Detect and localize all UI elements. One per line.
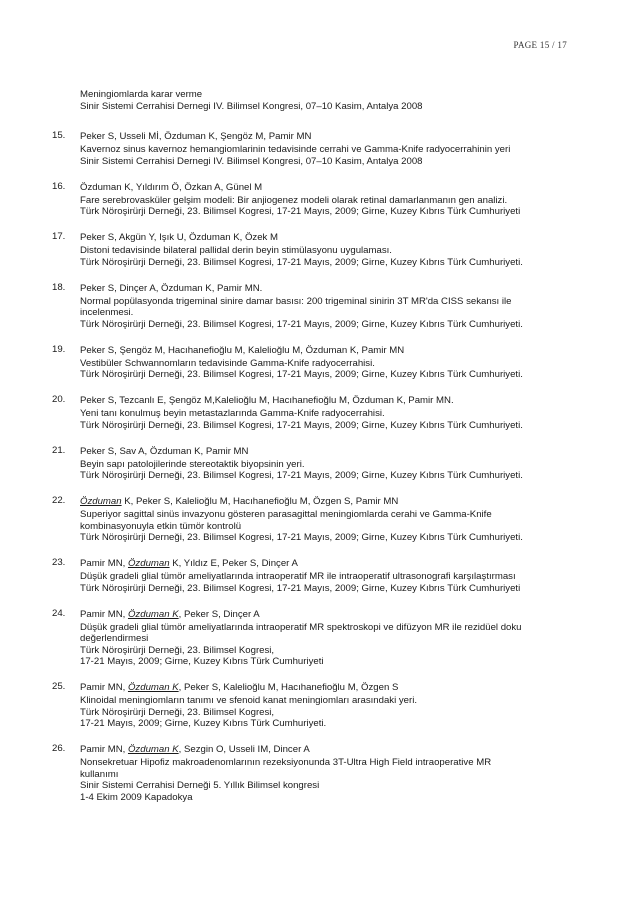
- entry-line: Türk Nöroşirürji Derneği, 23. Bilimsel Kogresi, 17-21 Mayıs, 2009; Girne, Kuzey Kıbrıs Türk Cumhuriyeti.: [80, 369, 523, 380]
- entry-line: Türk Nöroşirürji Derneği, 23. Bilimsel Kogresi, 17-21 Mayıs, 2009; Girne, Kuzey Kıbrıs Türk Cumhuriyeti.: [80, 470, 523, 481]
- entry-line: Kavernoz sinus kavernoz hemangiomlarinin tedavisinde cerrahi ve Gamma-Knife radyocerrahinin yeri: [80, 144, 511, 155]
- entry-line: Superiyor sagittal sinüs invazyonu gösteren parasagittal meningiomlarda cerahi ve Gamma-Knife: [80, 509, 492, 520]
- entry-line: Fare serebrovasküler gelşim modeli: Bir anjiogenez modeli olarak retinal damarlanmanın gen analizi.: [80, 194, 508, 206]
- reference-entry: [52, 681, 582, 730]
- entry-line: incelenmesi.: [80, 307, 134, 318]
- entry-line: 1-4 Ekim 2009 Kapadokya: [80, 791, 193, 803]
- entry-number: 26.: [52, 743, 66, 754]
- continued-entry: [80, 89, 580, 112]
- entry-authors: [80, 608, 582, 622]
- entry-body: [80, 681, 582, 730]
- highlighted-author: Özduman K: [127, 608, 179, 620]
- entry-authors: [80, 495, 582, 509]
- entry-line: 17-21 Mayıs, 2009; Girne, Kuzey Kıbrıs Türk Cumhuriyeti.: [80, 718, 327, 729]
- entry-number: 18.: [52, 281, 66, 293]
- entry-line: Türk Nöroşirürji Derneği, 23. Bilimsel Kogresi, 17-21 Mayıs, 2009; Girne, Kuzey Kıbrıs Türk Cumhuriyeti: [80, 582, 521, 594]
- entry-line: Düşük gradeli glial tümör ameliyatlarında intraoperatif MR spektroskopi ve difüzyon MR ile rezidüel doku: [80, 621, 522, 633]
- reference-entry: [52, 394, 582, 431]
- entry-line: Distoni tedavisinde bilateral pallidal derin beyin stimülasyonu uygulaması.: [80, 245, 392, 256]
- highlighted-author: Özduman: [80, 496, 122, 507]
- entry-line: Türk Nöroşirürji Derneği, 23. Bilimsel Kogresi, 17-21 Mayıs, 2009; Girne, Kuzey Kıbrıs Türk Cumhuriyeti: [80, 206, 521, 217]
- entry-number: 16.: [52, 180, 66, 192]
- reference-entry: [52, 130, 582, 167]
- page-number: PAGE 15 / 17: [513, 40, 567, 50]
- entry-line: Sinir Sistemi Cerrahisi Dernegi IV. Bilimsel Kongresi, 07–10 Kasim, Antalya 2008: [80, 155, 423, 167]
- entry-authors: Peker S, Şengöz M, Hacıhanefioğlu M, Kalelioğlu M, Özduman K, Pamir MN: [80, 344, 405, 356]
- reference-entry: [52, 231, 582, 268]
- entry-authors: [80, 557, 582, 571]
- entry-line: Sinir Sistemi Cerrahisi Derneği 5. Yıllık Bilimsel kongresi: [80, 780, 320, 791]
- entry-line: değerlendirmesi: [80, 633, 149, 644]
- reference-entry: [52, 282, 582, 331]
- entry-body: [80, 495, 582, 544]
- entry-line: Türk Nöroşirürji Derneği, 23. Bilimsel Kogresi,: [80, 706, 275, 718]
- entry-body: [80, 181, 582, 218]
- entry-body: [80, 608, 582, 668]
- entry-line: Yeni tanı konulmuş beyin metastazlarında Gamma-Knife radyocerrahisi.: [80, 408, 385, 419]
- entry-authors: [80, 681, 582, 695]
- entry-line: Türk Nöroşirürji Derneği, 23. Bilimsel Kogresi, 17-21 Mayıs, 2009; Girne, Kuzey Kıbrıs Türk Cumhuriyeti.: [80, 532, 523, 543]
- entry-authors: Peker S, Dinçer A, Özduman K, Pamir MN.: [80, 282, 263, 294]
- reference-entry: [52, 181, 582, 218]
- entry-line: kombinasyonuyla etkin tümör kontrolü: [80, 520, 242, 532]
- reference-entry: [52, 608, 582, 668]
- author-text: K, Yıldız E, Peker S, Dinçer A: [169, 558, 298, 569]
- entry-line: Türk Nöroşirürji Derneği, 23. Bilimsel Kogresi, 17-21 Mayıs, 2009; Girne, Kuzey Kıbrıs Türk Cumhuriyeti.: [80, 256, 523, 268]
- author-text: K, Peker S, Kalelioğlu M, Hacıhanefioğlu M, Özgen S, Pamir MN: [121, 496, 399, 507]
- reference-entry: [52, 344, 582, 381]
- reference-entry: [52, 557, 582, 594]
- author-text: Pamir MN,: [80, 608, 128, 620]
- entry-line: Klinoidal meningiomların tanımı ve sfenoid kanat meningiomları arasındaki yeri.: [80, 695, 418, 706]
- author-text: Pamir MN,: [80, 682, 128, 693]
- entry-line: kullanımı: [80, 768, 119, 780]
- author-text: , Sezgin O, Usseli IM, Dincer A: [178, 744, 310, 755]
- entry-authors: Peker S, Usseli Mİ, Özduman K, Şengöz M, Pamir MN: [80, 131, 312, 142]
- entry-number: 25.: [52, 681, 66, 692]
- entry-authors: Özduman K, Yıldırım Ö, Özkan A, Günel M: [80, 181, 263, 193]
- entry-number: 20.: [52, 394, 66, 405]
- author-text: , Peker S, Dinçer A: [178, 608, 260, 620]
- entry-line: Normal popülasyonda trigeminal sinire damar basısı: 200 trigeminal sinirin 3T MR'da CISS sekansı ile: [80, 295, 512, 307]
- reference-list: [52, 130, 582, 817]
- entry-body: [80, 394, 582, 431]
- entry-number: 19.: [52, 343, 66, 355]
- entry-line: 17-21 Mayıs, 2009; Girne, Kuzey Kıbrıs Türk Cumhuriyeti: [80, 656, 324, 667]
- entry-line: Düşük gradeli glial tümör ameliyatlarında intraoperatif MR ile intraoperatif ultrasonografi karşılaştırması: [80, 571, 516, 582]
- reference-entry: [52, 743, 582, 803]
- entry-number: 21.: [52, 444, 66, 456]
- entry-body: [80, 344, 582, 381]
- entry-body: [80, 282, 582, 331]
- entry-line: Türk Nöroşirürji Derneği, 23. Bilimsel Kogresi, 17-21 Mayıs, 2009; Girne, Kuzey Kıbrıs Türk Cumhuriyeti.: [80, 419, 523, 431]
- reference-entry: [52, 445, 582, 482]
- entry-body: [80, 743, 582, 803]
- author-text: , Peker S, Kalelioğlu M, Hacıhanefioğlu M, Özgen S: [178, 682, 399, 693]
- author-text: Pamir MN,: [80, 558, 128, 569]
- entry-body: [80, 130, 582, 167]
- highlighted-author: Özduman K: [127, 744, 179, 755]
- entry-number: 17.: [52, 231, 66, 242]
- entry-title: Meningiomlarda karar verme: [80, 89, 203, 100]
- entry-line: Türk Nöroşirürji Derneği, 23. Bilimsel Kogresi, 17-21 Mayıs, 2009; Girne, Kuzey Kıbrıs Türk Cumhuriyeti.: [80, 318, 523, 330]
- entry-number: 24.: [52, 607, 66, 619]
- entry-body: [80, 231, 582, 268]
- entry-body: [80, 445, 582, 482]
- entry-venue: Sinir Sistemi Cerrahisi Dernegi IV. Bilimsel Kongresi, 07–10 Kasim, Antalya 2008: [80, 100, 423, 112]
- author-text: Pamir MN,: [80, 744, 128, 755]
- entry-body: [80, 557, 582, 594]
- entry-line: Nonsekretuar Hipofiz makroadenomlarının rezeksiyonunda 3T-Ultra High Field intraoperative MR: [80, 757, 492, 768]
- entry-line: Beyin sapı patolojilerinde stereotaktik biyopsinin yeri.: [80, 458, 305, 470]
- highlighted-author: Özduman K: [127, 682, 179, 693]
- entry-number: 15.: [52, 130, 66, 141]
- entry-authors: Peker S, Sav A, Özduman K, Pamir MN: [80, 445, 249, 457]
- entry-number: 22.: [52, 495, 66, 506]
- reference-entry: [52, 495, 582, 544]
- entry-authors: [80, 743, 582, 757]
- highlighted-author: Özduman: [127, 558, 170, 569]
- entry-line: Vestibüler Schwannomların tedavisinde Gamma-Knife radyocerrahisi.: [80, 357, 375, 369]
- entry-authors: Peker S, Tezcanlı E, Şengöz M,Kalelioğlu M, Hacıhanefioğlu M, Özduman K, Pamir MN.: [80, 395, 454, 406]
- entry-line: Türk Nöroşirürji Derneği, 23. Bilimsel Kogresi,: [80, 644, 275, 656]
- entry-number: 23.: [52, 557, 66, 568]
- entry-authors: Peker S, Akgün Y, Işık U, Özduman K, Özek M: [80, 232, 279, 243]
